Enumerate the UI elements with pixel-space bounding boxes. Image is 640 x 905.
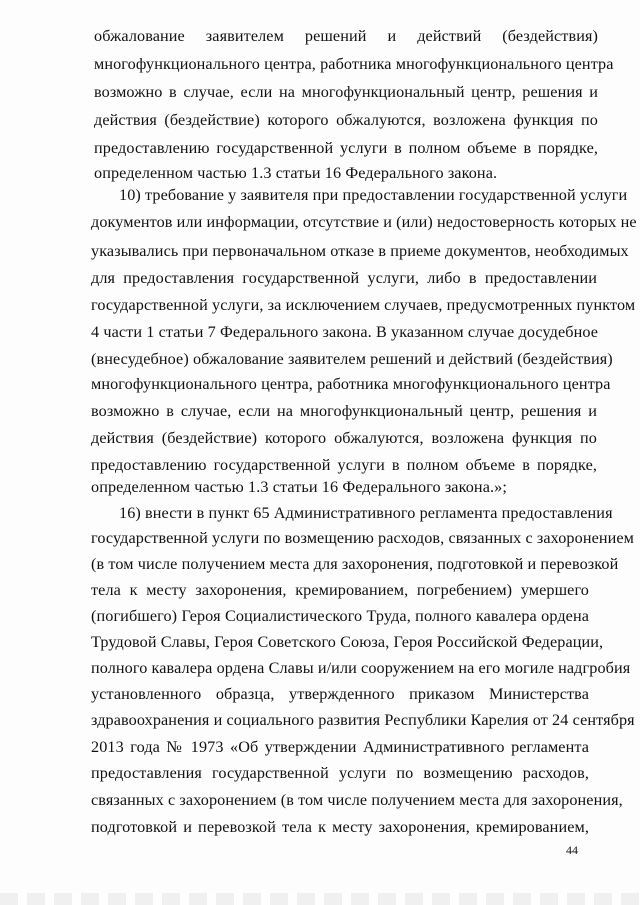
text-line: здравоохранения и социального развития Республики Карелия от 24 сентября — [91, 711, 635, 729]
text-line: полного кавалера ордена Славы и/или сооружением на его могиле надгробия — [91, 659, 631, 677]
text-line: 4 части 1 статьи 7 Федерального закона. В указанном случае досудебное — [91, 323, 599, 341]
scan-bottom-edge — [0, 893, 640, 905]
text-line: указывались при первоначальном отказе в приеме документов, необходимых — [91, 242, 629, 260]
text-line: предоставлению государственной услуги в полном объеме в порядке, — [94, 139, 598, 157]
text-line: действия (бездействие) которого обжалуются, возложена функция по — [94, 111, 598, 129]
text-line: Трудовой Славы, Героя Советского Союза, Героя Российской Федерации, — [91, 633, 604, 651]
text-line: для предоставления государственной услуги, либо в предоставлении — [91, 269, 597, 287]
text-line: государственной услуги по возмещению расходов, связанных с захоронением — [91, 529, 635, 547]
text-line: подготовкой и перевозкой тела к месту захоронения, кремированием, — [91, 818, 589, 836]
text-line: (в том числе получением места для захоронения, подготовкой и перевозкой — [91, 555, 619, 573]
text-line: государственной услуги, за исключением случаев, предусмотренных пунктом — [91, 296, 636, 314]
text-line: связанных с захоронением (в том числе получением места для захоронения, — [91, 791, 623, 809]
text-line: предоставления государственной услуги по возмещению расходов, — [91, 764, 589, 782]
text-line: предоставлению государственной услуги в полном объеме в порядке, — [91, 456, 597, 474]
page-number: 44 — [566, 843, 578, 857]
text-line: действия (бездействие) которого обжалуются, возложена функция по — [91, 429, 597, 447]
text-line: многофункционального центра, работника многофункционального центра — [94, 55, 614, 73]
text-line: возможно в случае, если на многофункциональный центр, решения и — [91, 402, 597, 420]
text-line: тела к месту захоронения, кремированием, погребением) умершего — [91, 581, 589, 599]
text-line: документов или информации, отсутствие и (или) недостоверность которых не — [91, 213, 637, 231]
text-line: (внесудебное) обжалование заявителем решений и действий (бездействия) — [91, 350, 613, 368]
text-line: обжалование заявителем решений и действий (бездействия) — [94, 27, 598, 45]
text-line: (погибшего) Героя Социалистического Труда, полного кавалера ордена — [91, 607, 589, 625]
text-line: многофункционального центра, работника многофункционального центра — [91, 375, 611, 393]
text-line: возможно в случае, если на многофункциональный центр, решения и — [94, 83, 598, 101]
text-line: 10) требование у заявителя при предоставлении государственной услуги — [119, 186, 628, 204]
text-line: определенном частью 1.3 статьи 16 Федерального закона.»; — [91, 478, 507, 496]
text-line: 16) внести в пункт 65 Административного регламента предоставления — [119, 504, 613, 522]
text-line: 2013 года № 1973 «Об утверждении Административного регламента — [91, 738, 589, 756]
text-line: установленного образца, утвержденного приказом Министерства — [91, 685, 589, 703]
text-line: определенном частью 1.3 статьи 16 Федерального закона. — [94, 164, 498, 182]
